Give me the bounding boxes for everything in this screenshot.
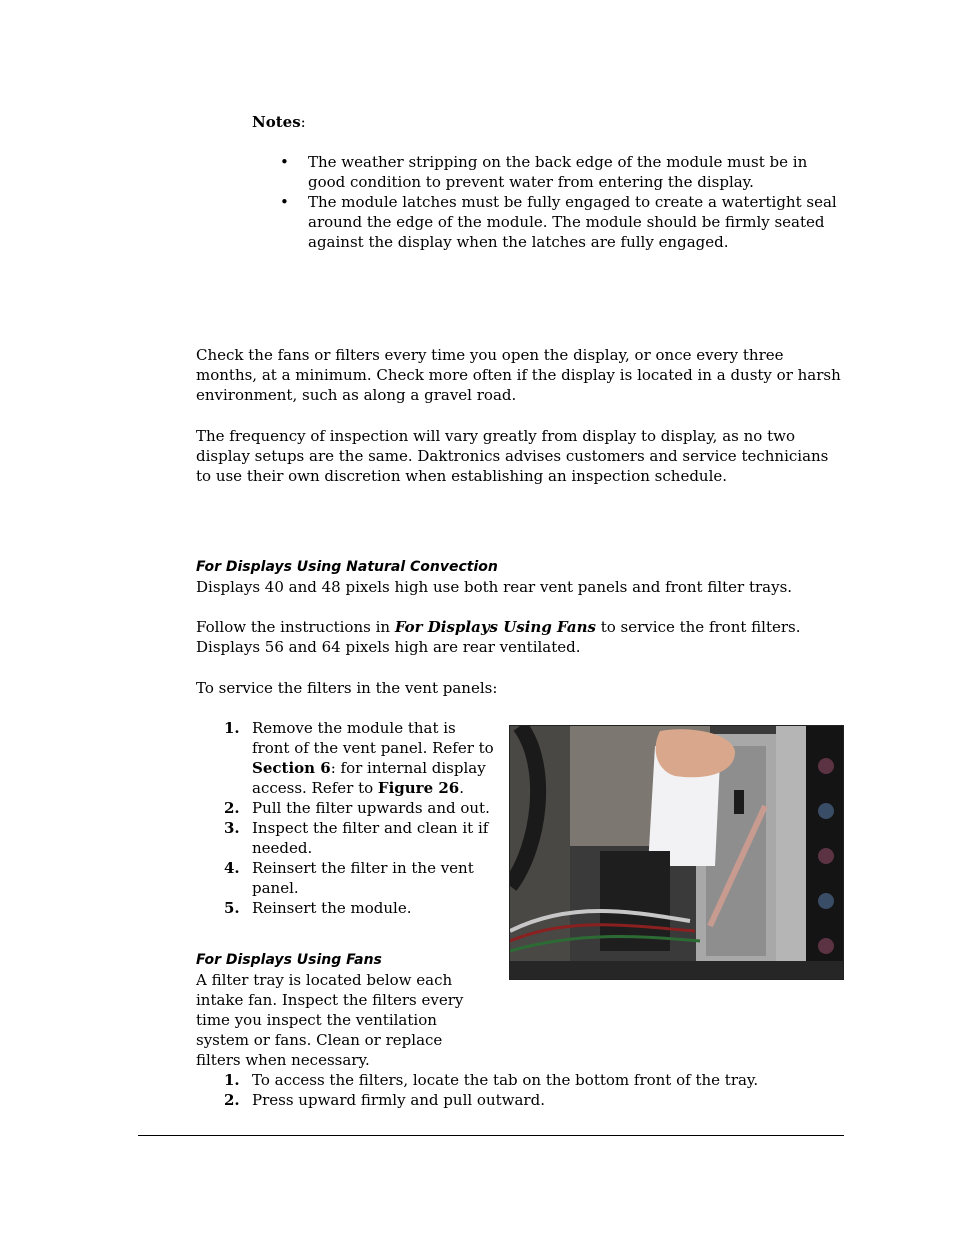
list-item: • The module latches must be fully engaged to create a watertight seal around the edge of the module. The module should be firmly seated against the display when the latches are fully engaged. xyxy=(280,192,840,252)
list-item: 3. Inspect the filter and clean it if needed. xyxy=(224,819,489,857)
inspection-paragraph-2: The frequency of inspection will vary greatly from display to display, as no two display setups are the same. Daktronics advises customers and service technicians to use their own discretion when establishing an inspection schedule. xyxy=(196,427,829,485)
list-item: 4. Reinsert the filter in the vent panel. xyxy=(224,859,474,897)
notes-label: Notes: xyxy=(252,113,306,131)
list-item: 1. Remove the module that is front of the vent panel. Refer to Section 6: for internal display access. Refer to Figure 26. xyxy=(224,719,494,797)
vent-panel-steps xyxy=(224,718,494,918)
figure-reference: Figure 26 xyxy=(377,779,460,797)
list-item: 5. Reinsert the module. xyxy=(224,899,412,917)
footer-rule xyxy=(138,1135,844,1136)
list-item: 2. Press upward firmly and pull outward. xyxy=(224,1091,545,1109)
section-reference: Section 6 xyxy=(252,759,331,777)
natural-paragraph-1: Displays 40 and 48 pixels high use both rear vent panels and front filter trays. xyxy=(196,578,793,596)
list-item: • The weather stripping on the back edge of the module must be in good condition to prevent water from entering the display. xyxy=(280,152,840,192)
fans-section-reference: For Displays Using Fans xyxy=(394,618,596,636)
list-item: 1. To access the filters, locate the tab on the bottom front of the tray. xyxy=(224,1071,759,1089)
filter-tray-steps xyxy=(224,1070,844,1110)
list-item: 2. Pull the filter upwards and out. xyxy=(224,799,490,817)
fans-paragraph: A filter tray is located below each intake fan. Inspect the filters every time you inspect the ventilation system or fans. Clean or replace filters when necessary. xyxy=(196,971,464,1069)
inspection-paragraph-1: Check the fans or filters every time you open the display, or once every three months, at a minimum. Check more often if the display is located in a dusty or harsh environment, such as along a gravel road. xyxy=(196,346,841,404)
natural-paragraph-3: To service the filters in the vent panels: xyxy=(196,679,498,697)
natural-paragraph-2: Follow the instructions in For Displays Using Fans to service the front filters. Displays 56 and 64 pixels high are rear ventilated. xyxy=(196,618,801,656)
notes-list xyxy=(280,152,840,252)
filter-removal-photo xyxy=(509,725,844,980)
natural-convection-heading: For Displays Using Natural Convection xyxy=(196,559,498,575)
fans-heading: For Displays Using Fans xyxy=(196,952,382,968)
